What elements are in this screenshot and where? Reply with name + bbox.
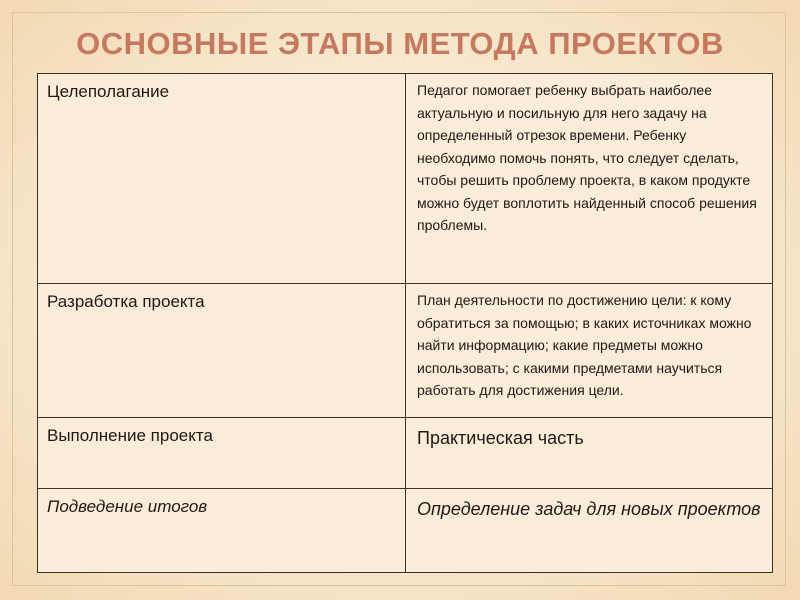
- stage-description: План деятельности по достижению цели: к кому обратиться за помощью; в каких источниках можно найти информацию; какие предметы можно использовать; с какими предметами научиться работать для достижения цели.: [406, 284, 773, 418]
- stage-description: Практическая часть: [406, 418, 773, 489]
- stage-description: Определение задач для новых проектов: [406, 489, 773, 573]
- stage-name: Целеполагание: [38, 74, 406, 284]
- stage-name: Подведение итогов: [38, 489, 406, 573]
- table-row: [38, 418, 773, 489]
- table-row: [38, 284, 773, 418]
- stage-description: Педагог помогает ребенку выбрать наиболее актуальную и посильную для него задачу на определенный отрезок времени. Ребенку необходимо помочь понять, что следует сделать, чтобы решить проблему проекта, в каком продукте можно будет воплотить найденный способ решения проблемы.: [406, 74, 773, 284]
- stage-name: Разработка проекта: [38, 284, 406, 418]
- stages-table: [37, 73, 773, 573]
- table-row: [38, 489, 773, 573]
- stage-name: Выполнение проекта: [38, 418, 406, 489]
- table-row: [38, 74, 773, 284]
- slide-title: ОСНОВНЫЕ ЭТАПЫ МЕТОДА ПРОЕКТОВ: [76, 26, 724, 61]
